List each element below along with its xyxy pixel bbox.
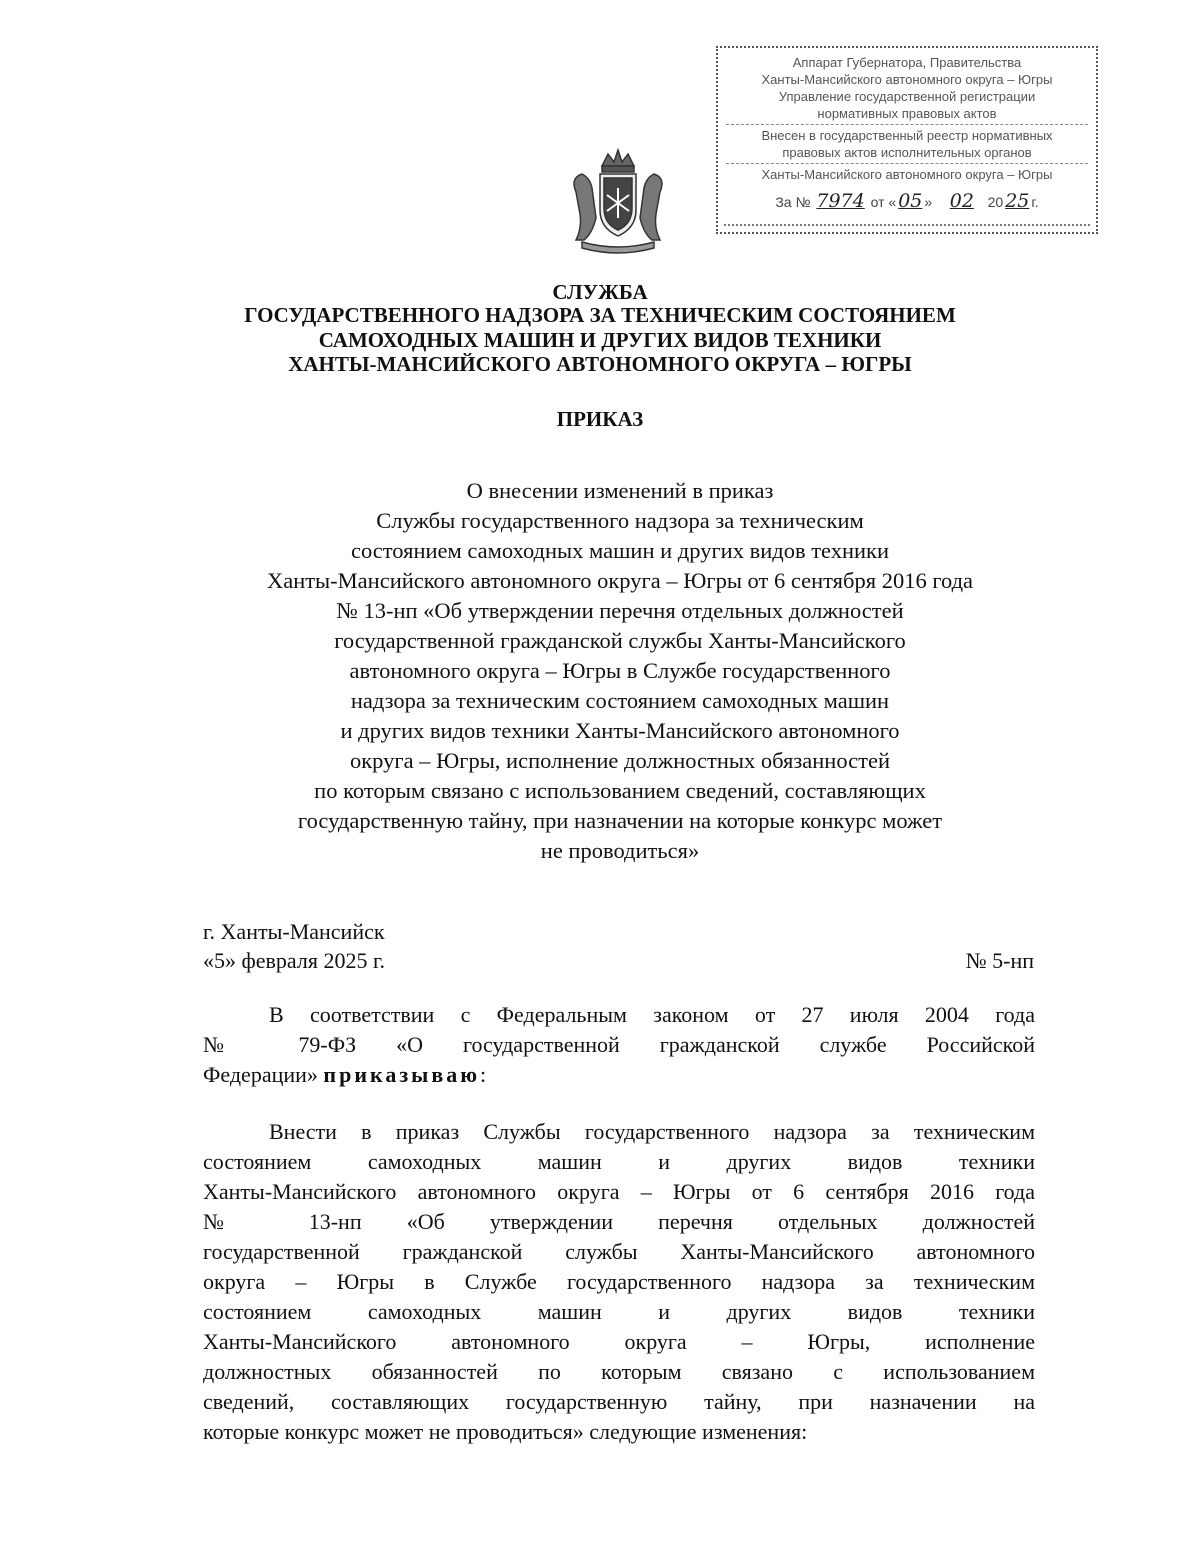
title-line: О внесении изменений в приказ bbox=[466, 478, 774, 503]
stamp-registration-number bbox=[718, 190, 1096, 212]
title-line: состоянием самоходных машин и других видов техники bbox=[350, 538, 890, 563]
reg-year-prefix: 20 bbox=[987, 194, 1004, 210]
stamp-line: нормативных правовых актов bbox=[817, 106, 997, 121]
stamp-line: правовых актов исполнительных органов bbox=[782, 145, 1032, 160]
paragraph-line bbox=[203, 1060, 1035, 1090]
stamp-border-line bbox=[724, 224, 1090, 226]
paragraph-line: № 13-нп «Об утверждении перечня отдельных должностей bbox=[203, 1209, 1035, 1234]
document-city: г. Ханты-Мансийск bbox=[203, 919, 385, 944]
title-line: государственной гражданской службы Ханты-Мансийского bbox=[334, 628, 906, 653]
paragraph-line: округа – Югры в Службе государственного надзора за техническим bbox=[203, 1269, 1035, 1294]
title-line: государственную тайну, при назначении на которые конкурс может bbox=[297, 808, 943, 833]
org-title-line: СЛУЖБА bbox=[552, 280, 648, 304]
org-title-line: ГОСУДАРСТВЕННОГО НАДЗОРА ЗА ТЕХНИЧЕСКИМ СОСТОЯНИЕМ bbox=[244, 303, 956, 327]
document-type: ПРИКАЗ bbox=[556, 407, 644, 431]
paragraph-line: Ханты-Мансийского автономного округа – Югры, исполнение bbox=[203, 1329, 1035, 1354]
reg-quote: » bbox=[924, 194, 933, 210]
paragraph-line: Ханты-Мансийского автономного округа – Югры от 6 сентября 2016 года bbox=[203, 1179, 1035, 1204]
registration-stamp bbox=[716, 46, 1098, 234]
reg-prefix: За № bbox=[775, 194, 811, 210]
amendment-paragraph bbox=[203, 1117, 1035, 1447]
title-line: округа – Югры, исполнение должностных обязанностей bbox=[349, 748, 891, 773]
paragraph-line: Внести в приказ Службы государственного надзора за техническим bbox=[269, 1119, 1035, 1144]
reg-from: от « bbox=[870, 194, 897, 210]
paragraph-line: сведений, составляющих государственную тайну, при назначении на bbox=[203, 1389, 1035, 1414]
title-line: Ханты-Мансийского автономного округа – Югры от 6 сентября 2016 года bbox=[266, 568, 974, 593]
org-title-line: САМОХОДНЫХ МАШИН И ДРУГИХ ВИДОВ ТЕХНИКИ bbox=[318, 328, 882, 352]
order-word: приказываю bbox=[323, 1062, 481, 1087]
reg-number: 7974 bbox=[816, 190, 865, 212]
document-date: «5» февраля 2025 г. bbox=[203, 948, 386, 973]
paragraph-line: которые конкурс может не проводиться» следующие изменения: bbox=[203, 1419, 808, 1444]
reg-day: 05 bbox=[898, 190, 923, 212]
org-title-line: ХАНТЫ-МАНСИЙСКОГО АВТОНОМНОГО ОКРУГА – ЮГРЫ bbox=[288, 352, 912, 376]
stamp-divider bbox=[726, 124, 1088, 125]
title-line: и других видов техники Ханты-Мансийского автономного bbox=[340, 718, 900, 743]
reg-year: 25 bbox=[1005, 190, 1030, 212]
document-number: № 5-нп bbox=[965, 948, 1034, 973]
stamp-line: Ханты-Мансийского автономного округа – Югры bbox=[761, 167, 1053, 182]
title-line: автономного округа – Югры в Службе государственного bbox=[349, 658, 891, 683]
reg-year-suffix: г. bbox=[1031, 194, 1039, 210]
stamp-line: Внесен в государственный реестр нормативных bbox=[761, 128, 1053, 143]
preamble-paragraph bbox=[203, 1000, 1035, 1090]
preamble-text: Федерации» bbox=[203, 1062, 318, 1087]
title-line: № 13-нп «Об утверждении перечня отдельных должностей bbox=[336, 598, 904, 623]
stamp-divider bbox=[726, 163, 1088, 164]
coat-of-arms-icon bbox=[562, 148, 674, 258]
paragraph-line: № 79-ФЗ «О государственной гражданской службе Российской bbox=[203, 1032, 1035, 1057]
paragraph-line: состоянием самоходных машин и других видов техники bbox=[203, 1149, 1035, 1174]
document-title bbox=[150, 476, 1090, 866]
paragraph-line: состоянием самоходных машин и других видов техники bbox=[203, 1299, 1035, 1324]
stamp-line: Аппарат Губернатора, Правительства bbox=[792, 55, 1022, 70]
paragraph-line: должностных обязанностей по которым связано с использованием bbox=[203, 1359, 1035, 1384]
title-line: надзора за техническим состоянием самоходных машин bbox=[350, 688, 890, 713]
title-line: Службы государственного надзора за техническим bbox=[376, 508, 864, 533]
stamp-line: Управление государственной регистрации bbox=[778, 89, 1036, 104]
preamble-colon: : bbox=[480, 1062, 487, 1087]
paragraph-line: В соответствии с Федеральным законом от 27 июля 2004 года bbox=[269, 1002, 1035, 1027]
title-line: по которым связано с использованием сведений, составляющих bbox=[314, 778, 926, 803]
title-line: не проводиться» bbox=[540, 838, 700, 863]
paragraph-line: государственной гражданской службы Ханты-Мансийского автономного bbox=[203, 1239, 1035, 1264]
reg-month: 02 bbox=[949, 190, 974, 212]
stamp-line: Ханты-Мансийского автономного округа – Югры bbox=[761, 72, 1053, 87]
